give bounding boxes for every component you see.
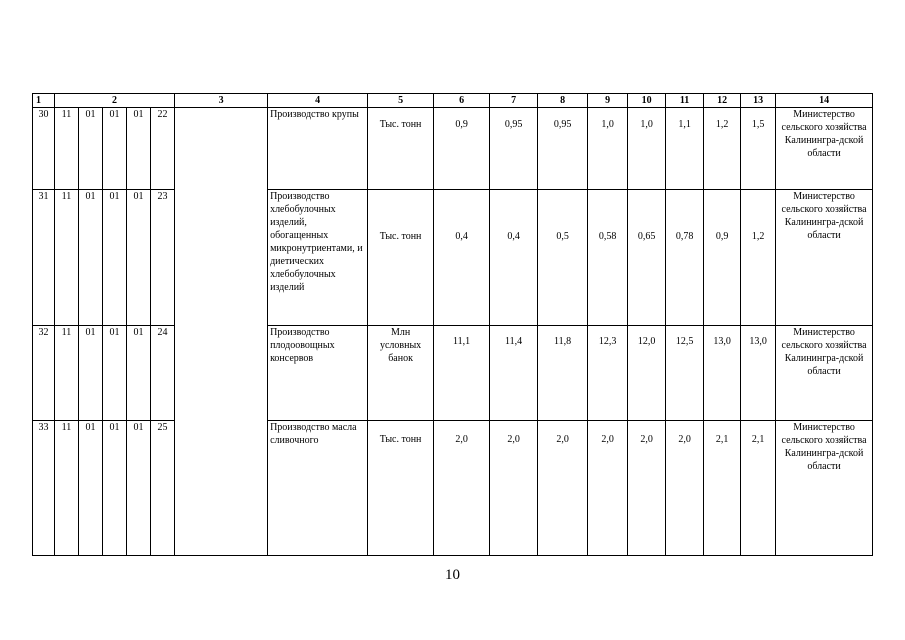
indicator-name: Производство крупы bbox=[268, 108, 368, 190]
header-cell: 12 bbox=[704, 94, 741, 108]
responsible-ministry: Министерство сельского хозяйства Калинингра-дской области bbox=[776, 326, 873, 421]
value-text: 2,1 bbox=[715, 434, 729, 445]
responsible-ministry: Министерство сельского хозяйства Калинингра-дской области bbox=[776, 190, 873, 326]
header-cell: 10 bbox=[628, 94, 666, 108]
value-cell bbox=[628, 326, 666, 421]
indicator-name: Производство хлебобулочных изделий, обогащенных микронутриентами, и диетических хлебобулочных изделий bbox=[268, 190, 368, 326]
code-cell: 24 bbox=[151, 326, 175, 421]
value-text: 12,0 bbox=[637, 336, 656, 347]
value-text: 11,8 bbox=[553, 336, 572, 347]
unit-cell bbox=[368, 108, 434, 190]
value-text: 1,5 bbox=[751, 119, 765, 130]
header-cell: 1 bbox=[33, 94, 55, 108]
value-cell bbox=[628, 108, 666, 190]
unit-text: Тыс. тонн bbox=[379, 119, 422, 130]
value-cell bbox=[538, 190, 588, 326]
value-text: 2,0 bbox=[556, 434, 569, 445]
value-text: 0,78 bbox=[675, 231, 694, 242]
header-cell: 3 bbox=[175, 94, 268, 108]
code-cell: 01 bbox=[127, 421, 151, 556]
value-cell bbox=[434, 108, 490, 190]
value-cell bbox=[588, 108, 628, 190]
value-cell bbox=[741, 190, 776, 326]
value-cell bbox=[741, 326, 776, 421]
value-cell bbox=[538, 326, 588, 421]
code-cell: 01 bbox=[79, 326, 103, 421]
code-cell: 01 bbox=[79, 190, 103, 326]
value-text: 0,4 bbox=[455, 231, 468, 242]
value-text: 12,5 bbox=[675, 336, 694, 347]
row-number: 33 bbox=[33, 421, 55, 556]
code-cell: 11 bbox=[55, 108, 79, 190]
header-cell: 13 bbox=[741, 94, 776, 108]
value-cell bbox=[588, 326, 628, 421]
value-cell bbox=[666, 190, 704, 326]
value-cell bbox=[490, 421, 538, 556]
header-cell: 8 bbox=[538, 94, 588, 108]
value-text: 0,5 bbox=[556, 231, 569, 242]
code-cell: 11 bbox=[55, 326, 79, 421]
value-cell bbox=[490, 108, 538, 190]
value-cell bbox=[704, 108, 741, 190]
value-text: 0,4 bbox=[507, 231, 520, 242]
row-number: 31 bbox=[33, 190, 55, 326]
value-text: 2,0 bbox=[507, 434, 520, 445]
value-cell bbox=[434, 421, 490, 556]
header-cell: 7 bbox=[490, 94, 538, 108]
value-text: 2,0 bbox=[678, 434, 691, 445]
code-cell: 01 bbox=[103, 326, 127, 421]
value-text: 0,9 bbox=[715, 231, 729, 242]
table-row bbox=[33, 108, 873, 190]
responsible-ministry: Министерство сельского хозяйства Калинингра-дской области bbox=[776, 421, 873, 556]
value-text: 1,2 bbox=[751, 231, 765, 242]
value-cell bbox=[588, 421, 628, 556]
code-cell: 01 bbox=[127, 108, 151, 190]
value-cell bbox=[490, 326, 538, 421]
header-cell: 2 bbox=[55, 94, 175, 108]
value-cell bbox=[628, 190, 666, 326]
value-text: 13,0 bbox=[749, 336, 767, 347]
value-cell bbox=[434, 190, 490, 326]
value-cell bbox=[741, 108, 776, 190]
indicator-name: Производство масла сливочного bbox=[268, 421, 368, 556]
header-cell: 5 bbox=[368, 94, 434, 108]
value-text: 1,2 bbox=[715, 119, 729, 130]
header-row bbox=[33, 94, 873, 108]
value-cell bbox=[628, 421, 666, 556]
unit-cell bbox=[368, 190, 434, 326]
code-cell: 25 bbox=[151, 421, 175, 556]
empty-column-3 bbox=[175, 108, 268, 556]
value-text: 0,95 bbox=[553, 119, 572, 130]
value-text: 1,1 bbox=[678, 119, 691, 130]
value-text: 12,3 bbox=[598, 336, 617, 347]
table-row bbox=[33, 421, 873, 556]
unit-cell bbox=[368, 421, 434, 556]
code-cell: 01 bbox=[79, 421, 103, 556]
value-cell bbox=[704, 190, 741, 326]
code-cell: 01 bbox=[103, 421, 127, 556]
value-cell bbox=[704, 421, 741, 556]
row-number: 32 bbox=[33, 326, 55, 421]
code-cell: 01 bbox=[127, 190, 151, 326]
code-cell: 01 bbox=[127, 326, 151, 421]
value-text: 2,0 bbox=[640, 434, 653, 445]
value-text: 11,4 bbox=[504, 336, 523, 347]
value-text: 11,1 bbox=[452, 336, 471, 347]
code-cell: 01 bbox=[103, 190, 127, 326]
value-cell bbox=[588, 190, 628, 326]
value-cell bbox=[434, 326, 490, 421]
unit-text: Тыс. тонн bbox=[379, 434, 422, 445]
value-cell bbox=[666, 108, 704, 190]
value-cell bbox=[666, 421, 704, 556]
value-text: 0,9 bbox=[455, 119, 468, 130]
header-cell: 14 bbox=[776, 94, 873, 108]
value-text: 0,58 bbox=[598, 231, 617, 242]
code-cell: 11 bbox=[55, 421, 79, 556]
value-text: 13,0 bbox=[713, 336, 731, 347]
value-cell bbox=[704, 326, 741, 421]
unit-cell bbox=[368, 326, 434, 421]
value-text: 2,1 bbox=[751, 434, 765, 445]
header-cell: 11 bbox=[666, 94, 704, 108]
code-cell: 01 bbox=[79, 108, 103, 190]
value-text: 2,0 bbox=[601, 434, 614, 445]
page-number: 10 bbox=[445, 567, 460, 583]
value-cell bbox=[741, 421, 776, 556]
value-text: 2,0 bbox=[455, 434, 468, 445]
value-text: 0,65 bbox=[637, 231, 656, 242]
responsible-ministry: Министерство сельского хозяйства Калинингра-дской области bbox=[776, 108, 873, 190]
code-cell: 23 bbox=[151, 190, 175, 326]
indicator-name: Производство плодоовощных консервов bbox=[268, 326, 368, 421]
code-cell: 11 bbox=[55, 190, 79, 326]
code-cell: 01 bbox=[103, 108, 127, 190]
row-number: 30 bbox=[33, 108, 55, 190]
unit-text: Тыс. тонн bbox=[379, 231, 422, 242]
value-text: 1,0 bbox=[640, 119, 653, 130]
header-cell: 6 bbox=[434, 94, 490, 108]
value-cell bbox=[538, 421, 588, 556]
code-cell: 22 bbox=[151, 108, 175, 190]
value-text: 0,95 bbox=[504, 119, 523, 130]
program-indicators-table bbox=[32, 93, 873, 556]
value-text: 1,0 bbox=[601, 119, 614, 130]
value-cell bbox=[666, 326, 704, 421]
header-cell: 9 bbox=[588, 94, 628, 108]
table-row bbox=[33, 190, 873, 326]
value-cell bbox=[490, 190, 538, 326]
header-cell: 4 bbox=[268, 94, 368, 108]
value-cell bbox=[538, 108, 588, 190]
table-row bbox=[33, 326, 873, 421]
unit-text: Млн условных банок bbox=[379, 327, 422, 364]
